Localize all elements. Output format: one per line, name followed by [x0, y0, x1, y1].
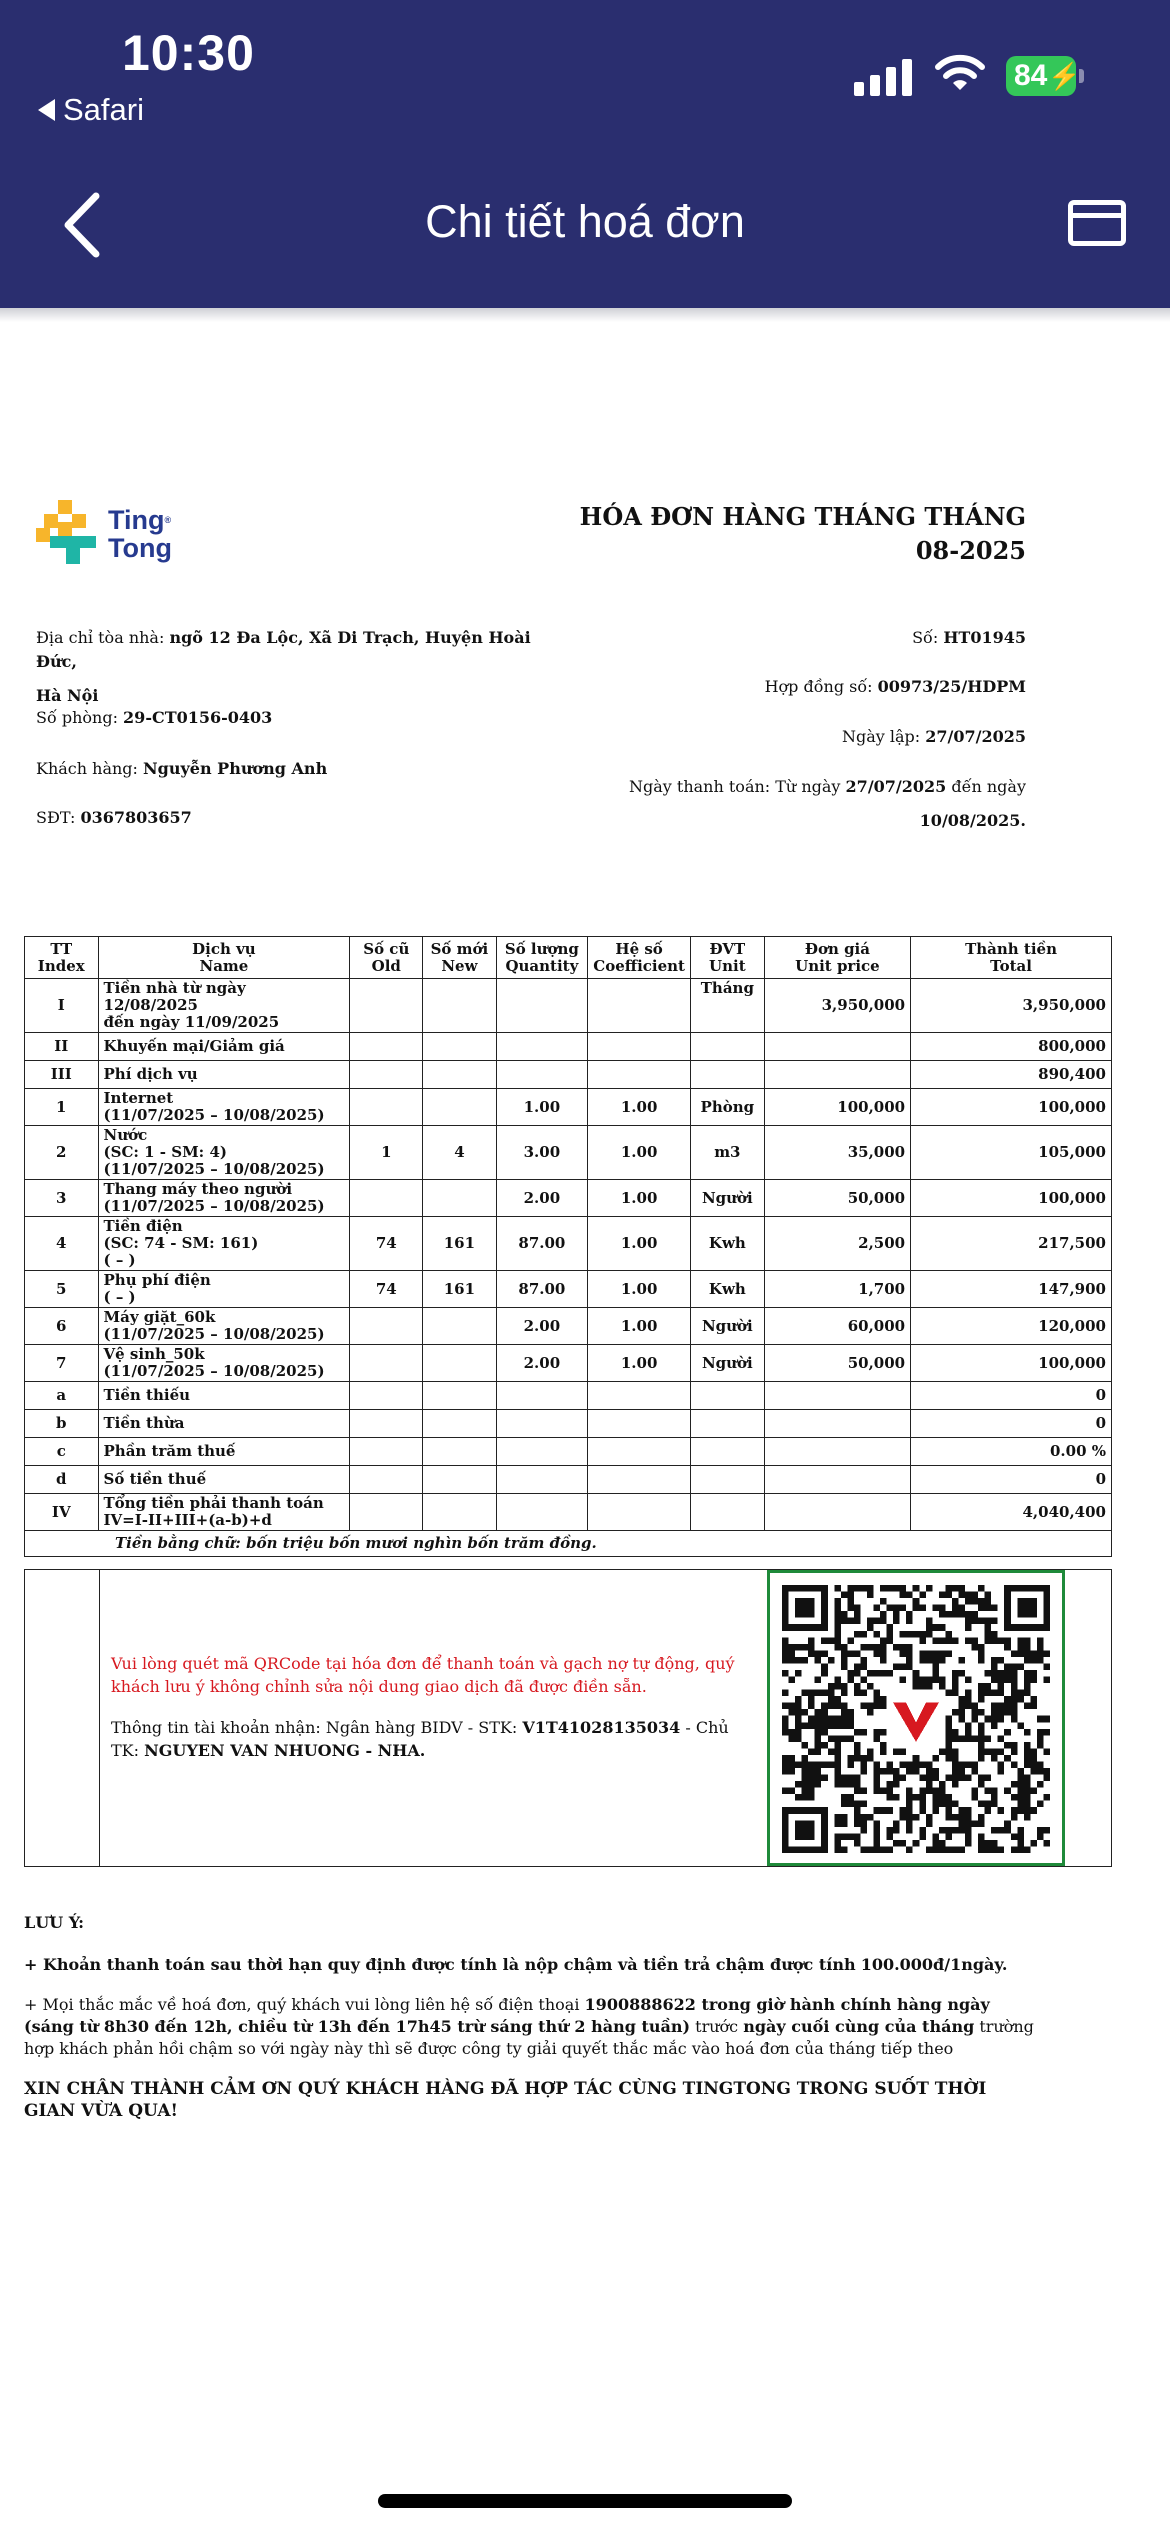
cell-qty: 87.00 [496, 1271, 588, 1308]
logo-line1: Ting [108, 505, 165, 535]
cell-idx: d [25, 1466, 99, 1494]
cell-unit [690, 1410, 764, 1438]
logo-line2: Tong [108, 533, 172, 563]
cell-old [350, 1438, 423, 1466]
building-address: Địa chỉ tòa nhà: ngõ 12 Đa Lộc, Xã Di Trạch, Huyện Hoài Đức, Hà Nội [36, 628, 531, 705]
cell-idx: IV [25, 1494, 99, 1531]
cell-qty [496, 1382, 588, 1410]
cell-unit: Người [690, 1180, 764, 1217]
cell-name: Tổng tiền phải thanh toán IV=I-II+III+(a-b)+d [98, 1494, 350, 1531]
battery-level: 84 [1014, 59, 1048, 92]
invoice-number: Số: HT01945 [912, 628, 1026, 647]
cell-price [764, 1438, 910, 1466]
cell-qty: 3.00 [496, 1126, 588, 1180]
cell-total: 0.00 % [911, 1438, 1112, 1466]
cell-new: 4 [423, 1126, 496, 1180]
cell-total: 0 [911, 1466, 1112, 1494]
table-row [25, 1126, 1112, 1180]
bank-account-number: V1T41028135034 [522, 1718, 681, 1737]
header-total: Thành tiền Total [911, 937, 1112, 979]
tingtong-mark-icon [36, 500, 102, 566]
amount-in-words-row [25, 1531, 1112, 1557]
cell-coef: 1.00 [588, 1126, 691, 1180]
cell-qty [496, 979, 588, 1033]
cell-unit [690, 1438, 764, 1466]
cell-price [764, 1033, 910, 1061]
cell-name: Internet (11/07/2025 – 10/08/2025) [98, 1089, 350, 1126]
cell-idx: 5 [25, 1271, 99, 1308]
cell-name: Tiền thiếu [98, 1382, 350, 1410]
invoice-title: HÓA ĐƠN HÀNG THÁNG THÁNG 08-2025 [579, 502, 1026, 565]
cell-coef: 1.00 [588, 1308, 691, 1345]
header-coefficient: Hệ số Coefficient [588, 937, 691, 979]
header-quantity: Số lượng Quantity [496, 937, 588, 979]
cell-price: 100,000 [764, 1089, 910, 1126]
cell-name: Phụ phí điện ( – ) [98, 1271, 350, 1308]
cell-idx: II [25, 1033, 99, 1061]
payment-qr-code[interactable] [767, 1570, 1065, 1866]
cell-new [423, 1382, 496, 1410]
customer-name: Khách hàng: Nguyễn Phương Anh [36, 759, 328, 778]
cell-coef: 1.00 [588, 1089, 691, 1126]
table-row [25, 1308, 1112, 1345]
cell-coef: 1.00 [588, 1180, 691, 1217]
created-date: Ngày lập: 27/07/2025 [841, 727, 1026, 746]
cell-new [423, 1438, 496, 1466]
cell-new [423, 1466, 496, 1494]
cell-idx: I [25, 979, 99, 1033]
back-app-label: Safari [63, 92, 144, 127]
header-shadow [0, 308, 1170, 322]
table-row [25, 1466, 1112, 1494]
cell-total: 100,000 [911, 1345, 1112, 1382]
cell-new [423, 1089, 496, 1126]
cell-new [423, 1033, 496, 1061]
header-name: Dịch vụ Name [98, 937, 350, 979]
cell-new: 161 [423, 1217, 496, 1271]
payment-card-icon[interactable] [1068, 200, 1126, 246]
thank-you-note: XIN CHÂN THÀNH CẢM ƠN QUÝ KHÁCH HÀNG ĐÃ HỢP TÁC CÙNG TINGTONG TRONG SUỐT THỜI GIAN VỪA QUA! [24, 2079, 987, 2121]
cell-coef: 1.00 [588, 1271, 691, 1308]
cell-old: 74 [350, 1271, 423, 1308]
cell-idx: 2 [25, 1126, 99, 1180]
contact-note: + Mọi thắc mắc về hoá đơn, quý khách vui lòng liên hệ số điện thoại 1900888622 trong giờ hành chính hàng ngày (sáng từ 8h30 đến 12h, chiều từ 13h đến 17h45 trừ sáng thứ 2 hàng tuần) trước ngày cuối cùng của tháng trường hợp khách phản hồi chậm so với ngày này thì sẽ được công ty giải quyết thắc mắc vào hoá đơn của tháng tiếp theo [24, 1995, 1034, 2058]
cell-total: 120,000 [911, 1308, 1112, 1345]
wifi-icon [934, 50, 986, 94]
cell-total: 100,000 [911, 1089, 1112, 1126]
tingtong-logo: Ting® Tong [36, 498, 196, 568]
header-unit-price: Đơn giá Unit price [764, 937, 910, 979]
cell-price [764, 1494, 910, 1531]
cell-coef: 1.00 [588, 1345, 691, 1382]
cell-unit: Người [690, 1308, 764, 1345]
cell-name: Thang máy theo người (11/07/2025 – 10/08/2025) [98, 1180, 350, 1217]
cell-total: 100,000 [911, 1180, 1112, 1217]
cell-new: 161 [423, 1271, 496, 1308]
header-new: Số mới New [423, 937, 496, 979]
cell-unit [690, 1466, 764, 1494]
contract-number: Hợp đồng số: 00973/25/HDPM [764, 677, 1026, 696]
header-unit: ĐVT Unit [690, 937, 764, 979]
table-row [25, 1438, 1112, 1466]
cell-qty [496, 1438, 588, 1466]
battery-icon [1006, 56, 1084, 96]
cell-total: 800,000 [911, 1033, 1112, 1061]
cell-price [764, 1410, 910, 1438]
cell-price: 50,000 [764, 1180, 910, 1217]
cell-total: 217,500 [911, 1217, 1112, 1271]
room-number: Số phòng: 29-CT0156-0403 [36, 708, 273, 727]
cell-price [764, 1466, 910, 1494]
cell-unit [690, 1382, 764, 1410]
cell-new [423, 1494, 496, 1531]
cell-idx: c [25, 1438, 99, 1466]
cell-name: Tiền điện (SC: 74 - SM: 161) ( – ) [98, 1217, 350, 1271]
cell-price: 2,500 [764, 1217, 910, 1271]
cell-old [350, 979, 423, 1033]
cell-price: 1,700 [764, 1271, 910, 1308]
cell-qty [496, 1494, 588, 1531]
table-row [25, 1410, 1112, 1438]
cell-coef [588, 1382, 691, 1410]
cell-idx: 3 [25, 1180, 99, 1217]
cell-total: 147,900 [911, 1271, 1112, 1308]
cell-total: 0 [911, 1382, 1112, 1410]
qr-code-icon [782, 1585, 1050, 1853]
cell-new [423, 1308, 496, 1345]
cell-new [423, 1180, 496, 1217]
cell-old: 1 [350, 1126, 423, 1180]
cell-qty [496, 1410, 588, 1438]
bank-account-owner: NGUYEN VAN NHUONG - NHA. [144, 1741, 426, 1760]
cell-name: Số tiền thuế [98, 1466, 350, 1494]
cell-unit: Kwh [690, 1217, 764, 1271]
cell-unit [690, 1061, 764, 1089]
cell-coef [588, 1438, 691, 1466]
cell-idx: 7 [25, 1345, 99, 1382]
cell-unit [690, 1494, 764, 1531]
cell-total: 890,400 [911, 1061, 1112, 1089]
cell-name: Vệ sinh_50k (11/07/2025 – 10/08/2025) [98, 1345, 350, 1382]
cell-idx: 4 [25, 1217, 99, 1271]
cell-new [423, 1345, 496, 1382]
amount-words-label: Tiền bằng chữ: [115, 1534, 241, 1552]
notes-heading: LƯU Ý: [24, 1913, 85, 1932]
bank-account-info: Thông tin tài khoản nhận: Ngân hàng BIDV - STK: V1T41028135034 - Chủ TK: NGUYEN VAN NHUONG - NHA. [111, 1718, 729, 1760]
cell-new [423, 1061, 496, 1089]
cell-coef [588, 1494, 691, 1531]
status-time: 10:30 [122, 25, 255, 81]
invoice-table [24, 936, 1112, 1557]
cell-old [350, 1466, 423, 1494]
cell-qty: 87.00 [496, 1217, 588, 1271]
cell-price [764, 1061, 910, 1089]
cell-new [423, 979, 496, 1033]
cellular-signal-icon [854, 56, 912, 96]
table-header-row [25, 937, 1112, 979]
cell-old [350, 1382, 423, 1410]
app-header [0, 0, 1170, 308]
cell-old [350, 1089, 423, 1126]
cell-total: 105,000 [911, 1126, 1112, 1180]
cell-idx: III [25, 1061, 99, 1089]
header-old: Số cũ Old [350, 937, 423, 979]
header-index: TT Index [25, 937, 99, 979]
cell-coef: 1.00 [588, 1217, 691, 1271]
table-row [25, 1345, 1112, 1382]
cell-total: 3,950,000 [911, 979, 1112, 1033]
cell-old [350, 1410, 423, 1438]
cell-idx: 6 [25, 1308, 99, 1345]
cell-idx: 1 [25, 1089, 99, 1126]
cell-total: 4,040,400 [911, 1494, 1112, 1531]
cell-old [350, 1494, 423, 1531]
cell-unit: Người [690, 1345, 764, 1382]
cell-qty: 2.00 [496, 1345, 588, 1382]
back-to-safari-link[interactable] [38, 92, 144, 128]
cell-price [764, 1382, 910, 1410]
cell-name: Khuyến mại/Giảm giá [98, 1033, 350, 1061]
table-row [25, 1217, 1112, 1271]
cell-name: Phí dịch vụ [98, 1061, 350, 1089]
cell-name: Phần trăm thuế [98, 1438, 350, 1466]
back-triangle-icon [38, 99, 55, 121]
cell-name: Nước (SC: 1 - SM: 4) (11/07/2025 – 10/08/2025) [98, 1126, 350, 1180]
qr-payment-note: Vui lòng quét mã QRCode tại hóa đơn để thanh toán và gạch nợ tự động, quý khách lưu ý không chỉnh sửa nội dung giao dịch đã được điền sẵn. [111, 1654, 735, 1696]
home-indicator[interactable] [378, 2494, 792, 2508]
cell-idx: a [25, 1382, 99, 1410]
cell-price: 35,000 [764, 1126, 910, 1180]
cell-price: 50,000 [764, 1345, 910, 1382]
cell-price: 60,000 [764, 1308, 910, 1345]
late-payment-note: + Khoản thanh toán sau thời hạn quy định được tính là nộp chậm và tiền trả chậm được tính 100.000đ/1ngày. [24, 1955, 1008, 1974]
cell-name: Máy giặt_60k (11/07/2025 – 10/08/2025) [98, 1308, 350, 1345]
cell-unit: Phòng [690, 1089, 764, 1126]
cell-unit: Tháng [690, 979, 764, 1033]
cell-name: Tiền thừa [98, 1410, 350, 1438]
cell-idx: b [25, 1410, 99, 1438]
table-row [25, 1061, 1112, 1089]
cell-old [350, 1061, 423, 1089]
payment-period: Ngày thanh toán: Từ ngày 27/07/2025 đến ngày 10/08/2025. [629, 777, 1026, 830]
cell-old [350, 1308, 423, 1345]
table-row [25, 1033, 1112, 1061]
cell-name: Tiền nhà từ ngày 12/08/2025 đến ngày 11/09/2025 [98, 979, 350, 1033]
cell-qty: 1.00 [496, 1089, 588, 1126]
table-row [25, 1180, 1112, 1217]
cell-qty: 2.00 [496, 1308, 588, 1345]
table-row [25, 979, 1112, 1033]
table-row [25, 1494, 1112, 1531]
cell-new [423, 1410, 496, 1438]
cell-qty: 2.00 [496, 1180, 588, 1217]
cell-coef [588, 1061, 691, 1089]
cell-unit: Kwh [690, 1271, 764, 1308]
cell-coef [588, 1033, 691, 1061]
table-row [25, 1271, 1112, 1308]
table-row [25, 1382, 1112, 1410]
cell-unit [690, 1033, 764, 1061]
cell-coef [588, 979, 691, 1033]
cell-old [350, 1033, 423, 1061]
cell-qty [496, 1061, 588, 1089]
page-title: Chi tiết hoá đơn [425, 196, 745, 247]
customer-phone: SĐT: 0367803657 [36, 808, 192, 827]
cell-qty [496, 1033, 588, 1061]
cell-unit: m3 [690, 1126, 764, 1180]
cell-coef [588, 1466, 691, 1494]
amount-words-value: bốn triệu bốn mươi nghìn bốn trăm đồng. [246, 1534, 597, 1552]
cell-old: 74 [350, 1217, 423, 1271]
cell-coef [588, 1410, 691, 1438]
cell-price: 3,950,000 [764, 979, 910, 1033]
cell-old [350, 1345, 423, 1382]
cell-qty [496, 1466, 588, 1494]
cell-old [350, 1180, 423, 1217]
table-row [25, 1089, 1112, 1126]
cell-total: 0 [911, 1410, 1112, 1438]
charging-bolt-icon: ⚡ [1048, 60, 1081, 91]
